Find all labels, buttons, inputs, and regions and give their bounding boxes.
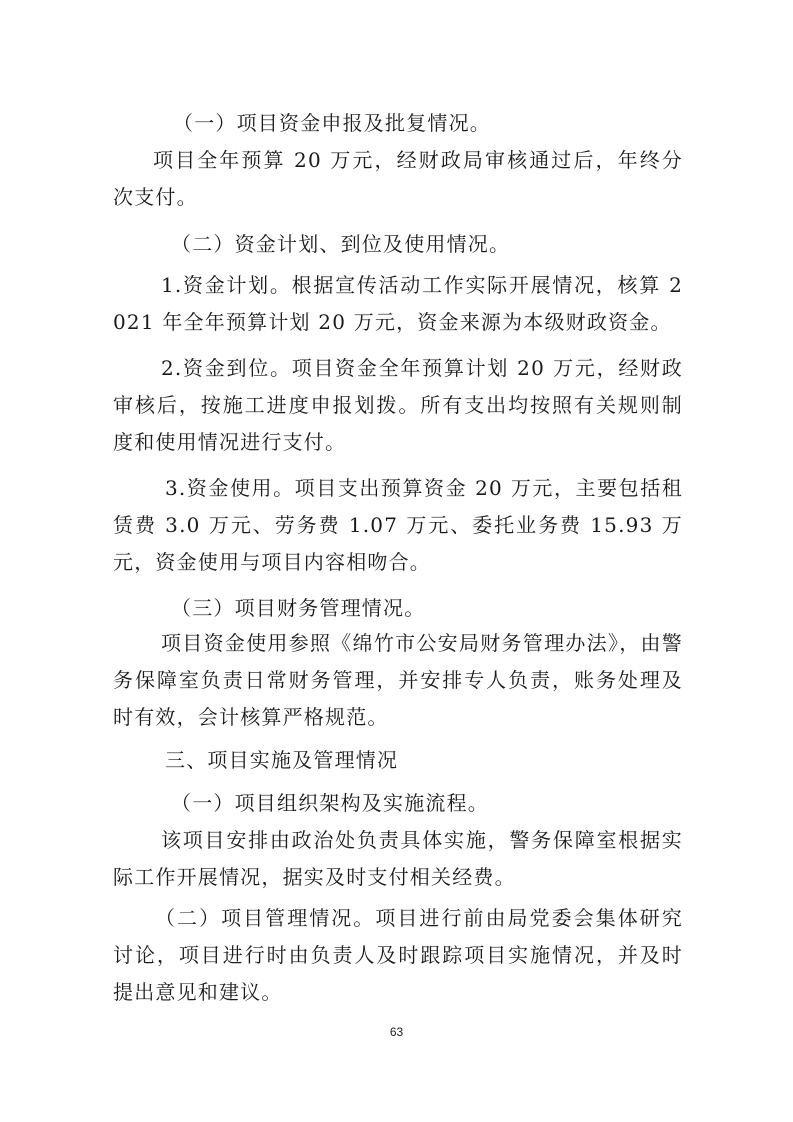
paragraph-11: 该项目安排由政治处负责具体实施，警务保障室根据实际工作开展情况，据实及时支付相关经费。 [113, 828, 683, 889]
paragraph-7: （三）项目财务管理情况。 [171, 596, 426, 620]
paragraph-10: （一）项目组织架构及实施流程。 [171, 791, 489, 815]
paragraph-6: 3.资金使用。项目支出预算资金 20 万元，主要包括租赁费 3.0 万元、劳务费 1.07 万元、委托业务费 15.93 万元，资金使用与项目内容相吻合。 [113, 476, 683, 574]
paragraph-3: （二）资金计划、到位及使用情况。 [171, 232, 511, 256]
paragraph-5: 2.资金到位。项目资金全年预算计划 20 万元，经财政审核后，按施工进度申报划拨。所有支出均按照有关规则制度和使用情况进行支付。 [113, 356, 683, 454]
paragraph-4: 1.资金计划。根据宣传活动工作实际开展情况，核算 2021 年全年预算计划 20 万元，资金来源为本级财政资金。 [113, 273, 683, 334]
paragraph-12: （二）项目管理情况。项目进行前由局党委会集体研究讨论，项目进行时由负责人及时跟踪项目实施情况，并及时提出意见和建议。 [113, 906, 683, 1004]
paragraph-8: 项目资金使用参照《绵竹市公安局财务管理办法》，由警务保障室负责日常财务管理，并安排专人负责，账务处理及时有效，会计核算严格规范。 [113, 631, 683, 729]
paragraph-2: 项目全年预算 20 万元，经财政局审核通过后，年终分次支付。 [113, 148, 683, 209]
paragraph-1: （一）项目资金申报及批复情况。 [173, 111, 491, 135]
page-number: 63 [389, 1025, 404, 1039]
section-heading-3: 三、项目实施及管理情况 [165, 748, 399, 772]
